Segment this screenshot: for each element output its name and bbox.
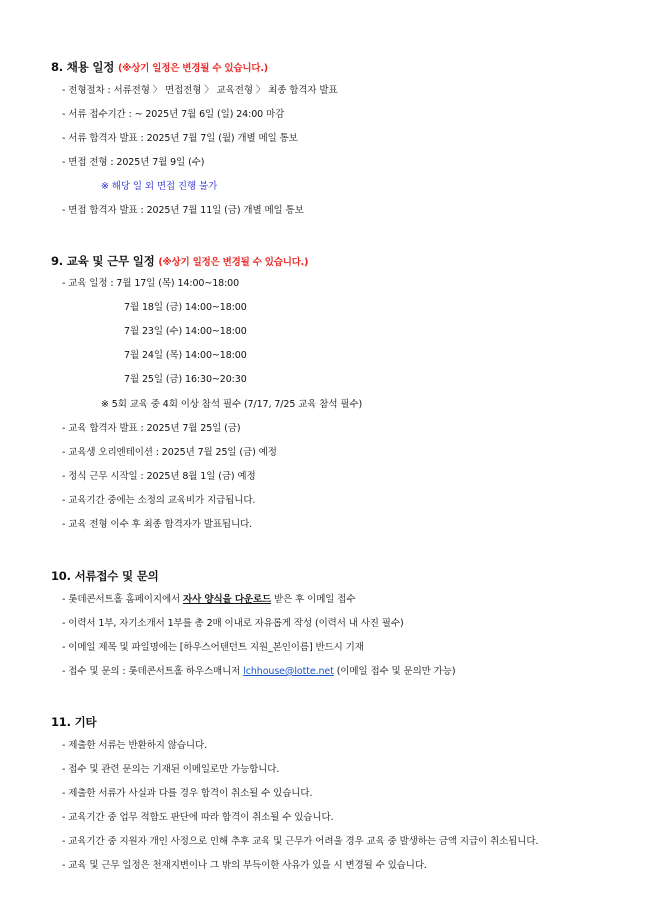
s8-interview-note: ※ 해당 일 외 면접 진행 불가	[101, 181, 218, 192]
section-9-heading	[51, 253, 308, 271]
s10-line-email-subject: - 이메일 제목 및 파일명에는 [하우스어텐던트 지원_본인이름] 반드시 기재	[62, 642, 364, 653]
s8-line-application-period: - 서류 접수기간 : ~ 2025년 7월 6일 (일) 24:00 마감	[62, 109, 285, 120]
s11-line-1: - 제출한 서류는 반환하지 않습니다.	[62, 740, 208, 751]
section-9-change-notice: (※상기 일정은 변경될 수 있습니다.)	[158, 257, 309, 268]
s10-line-documents: - 이력서 1부, 자기소개서 1부를 총 2매 이내로 자유롭게 작성 (이력서 내 사진 필수)	[62, 618, 404, 629]
s9-line-final-result: - 교육 전형 이수 후 최종 합격자가 발표됩니다.	[62, 519, 253, 530]
s9-edu-attendance-note: ※ 5회 교육 중 4회 이상 참석 필수 (7/17, 7/25 교육 참석 필수)	[101, 399, 363, 410]
s8-line-interview-date: - 면접 전형 : 2025년 7월 9일 (수)	[62, 157, 205, 168]
s9-edu-schedule-3: 7월 23일 (수) 14:00~18:00	[124, 326, 247, 337]
s10-download-emphasis: 자사 양식을 다운로드	[183, 594, 272, 605]
s11-line-5: - 교육기간 중 지원자 개인 사정으로 인해 추후 교육 및 근무가 어려울 경우 교육 중 발생하는 금액 지급이 취소됩니다.	[62, 836, 539, 847]
s9-line-edu-pay: - 교육기간 중에는 소정의 교육비가 지급됩니다.	[62, 495, 256, 506]
s8-line-document-result: - 서류 합격자 발표 : 2025년 7월 7일 (월) 개별 메일 통보	[62, 133, 298, 144]
s10-line-contact	[62, 665, 455, 679]
s11-line-6: - 교육 및 근무 일정은 천재지변이나 그 밖의 부득이한 사유가 있을 시 변경될 수 있습니다.	[62, 860, 427, 871]
section-8-heading	[51, 59, 268, 77]
s10-line-download	[62, 593, 355, 607]
section-10-title: 10. 서류접수 및 문의	[51, 569, 159, 583]
s9-line-start-date: - 정식 근무 시작일 : 2025년 8월 1일 (금) 예정	[62, 471, 256, 482]
s11-line-4: - 교육기간 중 업무 적합도 판단에 따라 합격이 취소될 수 있습니다.	[62, 812, 334, 823]
s10-contact-suffix: (이메일 접수 및 문의만 가능)	[333, 666, 456, 677]
s10-download-prefix: - 롯데콘서트홀 홈페이지에서	[62, 594, 184, 605]
s9-edu-schedule-1: - 교육 일정 : 7월 17일 (목) 14:00~18:00	[62, 278, 240, 289]
s9-edu-schedule-2: 7월 18일 (금) 14:00~18:00	[124, 302, 247, 313]
s11-line-3: - 제출한 서류가 사실과 다를 경우 합격이 취소될 수 있습니다.	[62, 788, 313, 799]
section-8-change-notice: (※상기 일정은 변경될 수 있습니다.)	[118, 63, 268, 74]
s11-line-2: - 접수 및 관련 문의는 기재된 이메일로만 가능합니다.	[62, 764, 280, 775]
s9-edu-schedule-4: 7월 24일 (목) 14:00~18:00	[124, 350, 247, 361]
s8-line-process: - 전형절차 : 서류전형 〉 면접전형 〉 교육전형 〉 최종 합격자 발표	[62, 85, 338, 96]
s8-line-interview-result: - 면접 합격자 발표 : 2025년 7월 11일 (금) 개별 메일 통보	[62, 205, 304, 216]
section-8-title: 8. 채용 일정	[51, 60, 115, 74]
s9-line-orientation: - 교육생 오리엔테이션 : 2025년 7월 25일 (금) 예정	[62, 447, 277, 458]
contact-email-link[interactable]: lchhouse@lotte.net	[243, 666, 334, 677]
section-11-title: 11. 기타	[51, 715, 97, 729]
s9-edu-schedule-5: 7월 25일 (금) 16:30~20:30	[124, 374, 247, 385]
s9-line-edu-result: - 교육 합격자 발표 : 2025년 7월 25일 (금)	[62, 423, 241, 434]
section-9-title: 9. 교육 및 근무 일정	[51, 254, 155, 268]
s10-contact-prefix: - 접수 및 문의 : 롯데콘서트홀 하우스매니저	[62, 666, 244, 677]
s10-download-suffix: 받은 후 이메일 접수	[271, 594, 356, 605]
